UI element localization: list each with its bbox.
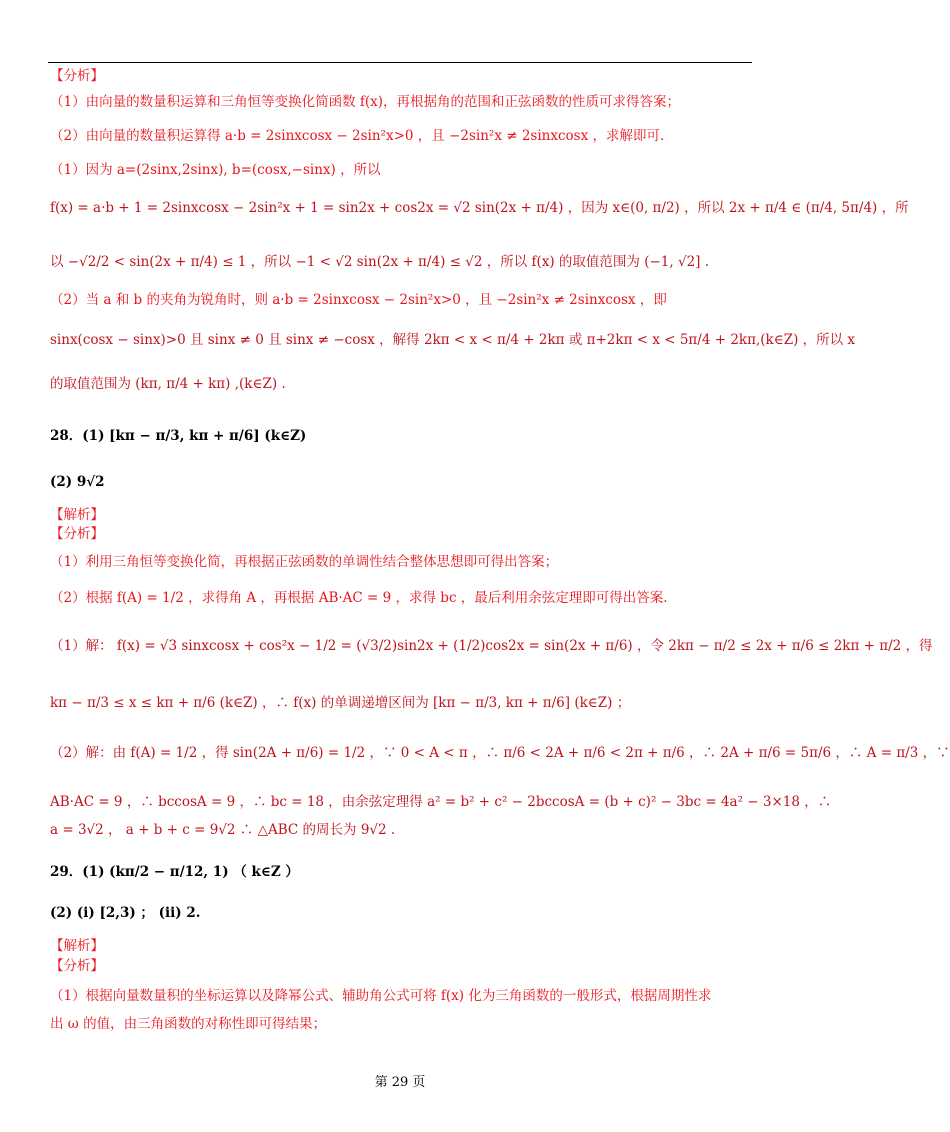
text-line: 以 −√2/2 < sin(2x + π/4) ≤ 1 ，所以 −1 < √2 sin(2x + π/4) ≤ √2 ，所以 f(x) 的取值范围为 (−1, √2] . [50,254,710,270]
text-line: （2）根据 f(A) = 1/2 ，求得角 A ，再根据 AB·AC = 9 ，求得 bc ，最后利用余弦定理即可得出答案. [50,590,668,606]
text-line: 28．(1) [kπ − π/3, kπ + π/6] (k∈Z) [50,428,307,444]
text-line: 【解析】 [50,507,104,523]
text-line: （2）当 a 和 b 的夹角为锐角时，则 a·b = 2sinxcosx − 2sin²x>0 ，且 −2sin²x ≠ 2sinxcosx ，即 [50,292,667,308]
text-line: (2) (i) [2,3) ； (ii) 2. [50,905,201,921]
text-line: 【分析】 [50,526,104,542]
text-line: （1）由向量的数量积运算和三角恒等变换化简函数 f(x)，再根据角的范围和正弦函数的性质可求得答案； [50,94,681,110]
text-line: AB·AC = 9 ，∴ bccosA = 9 ，∴ bc = 18 ，由余弦定理得 a² = b² + c² − 2bccosA = (b + c)² − 3bc = 4a² − 3×18 ，∴ [50,794,832,810]
text-line: 29．(1) (kπ/2 − π/12, 1) （ k∈Z ） [50,864,299,880]
text-line: kπ − π/3 ≤ x ≤ kπ + π/6 (k∈Z) ，∴ f(x) 的单调递增区间为 [kπ − π/3, kπ + π/6] (k∈Z) ； [50,695,631,711]
text-line: 的取值范围为 (kπ, π/4 + kπ) ,(k∈Z) . [50,376,286,392]
text-line: f(x) = a·b + 1 = 2sinxcosx − 2sin²x + 1 = sin2x + cos2x = √2 sin(2x + π/4) ，因为 x∈(0, π/2) ，所以 2x + π/4 ∈ (π/4, 5π/4) ，所 [50,200,909,216]
text-line: 出 ω 的值，由三角函数的对称性即可得结果； [50,1016,327,1032]
text-line: 【分析】 [50,958,104,974]
text-line: (2) 9√2 [50,474,105,490]
text-line: （1）根据向量数量积的坐标运算以及降幂公式、辅助角公式可将 f(x) 化为三角函数的一般形式，根据周期性求 [50,988,712,1004]
text-line: （1）解： f(x) = √3 sinxcosx + cos²x − 1/2 = (√3/2)sin2x + (1/2)cos2x = sin(2x + π/6) ，令 2kπ − π/2 ≤ 2x + π/6 ≤ 2kπ + π/2 ，得 [50,638,933,654]
text-line: sinx(cosx − sinx)>0 且 sinx ≠ 0 且 sinx ≠ −cosx ，解得 2kπ < x < π/4 + 2kπ 或 π+2kπ < x < 5π/4 + 2kπ,(k∈Z) ，所以 x [50,332,856,348]
text-line: （1）利用三角恒等变换化简，再根据正弦函数的单调性结合整体思想即可得出答案； [50,554,559,570]
page-footer: 第 29 页 [374,1075,426,1090]
text-line: 【解析】 [50,938,104,954]
text-line: 【分析】 [50,68,104,84]
text-line: （2）解：由 f(A) = 1/2 ，得 sin(2A + π/6) = 1/2 ，∵ 0 < A < π ，∴ π/6 < 2A + π/6 < 2π + π/6 ，∴ 2A + π/6 = 5π/6 ，∴ A = π/3 ，∵ [50,745,950,761]
text-line: （1）因为 a=(2sinx,2sinx), b=(cosx,−sinx) ，所以 [50,162,381,178]
text-line: （2）由向量的数量积运算得 a·b = 2sinxcosx − 2sin²x>0 ，且 −2sin²x ≠ 2sinxcosx ，求解即可. [50,128,665,144]
text-line: a = 3√2 ， a + b + c = 9√2 ∴ △ABC 的周长为 9√2 . [50,822,396,838]
header-rule [48,62,752,63]
